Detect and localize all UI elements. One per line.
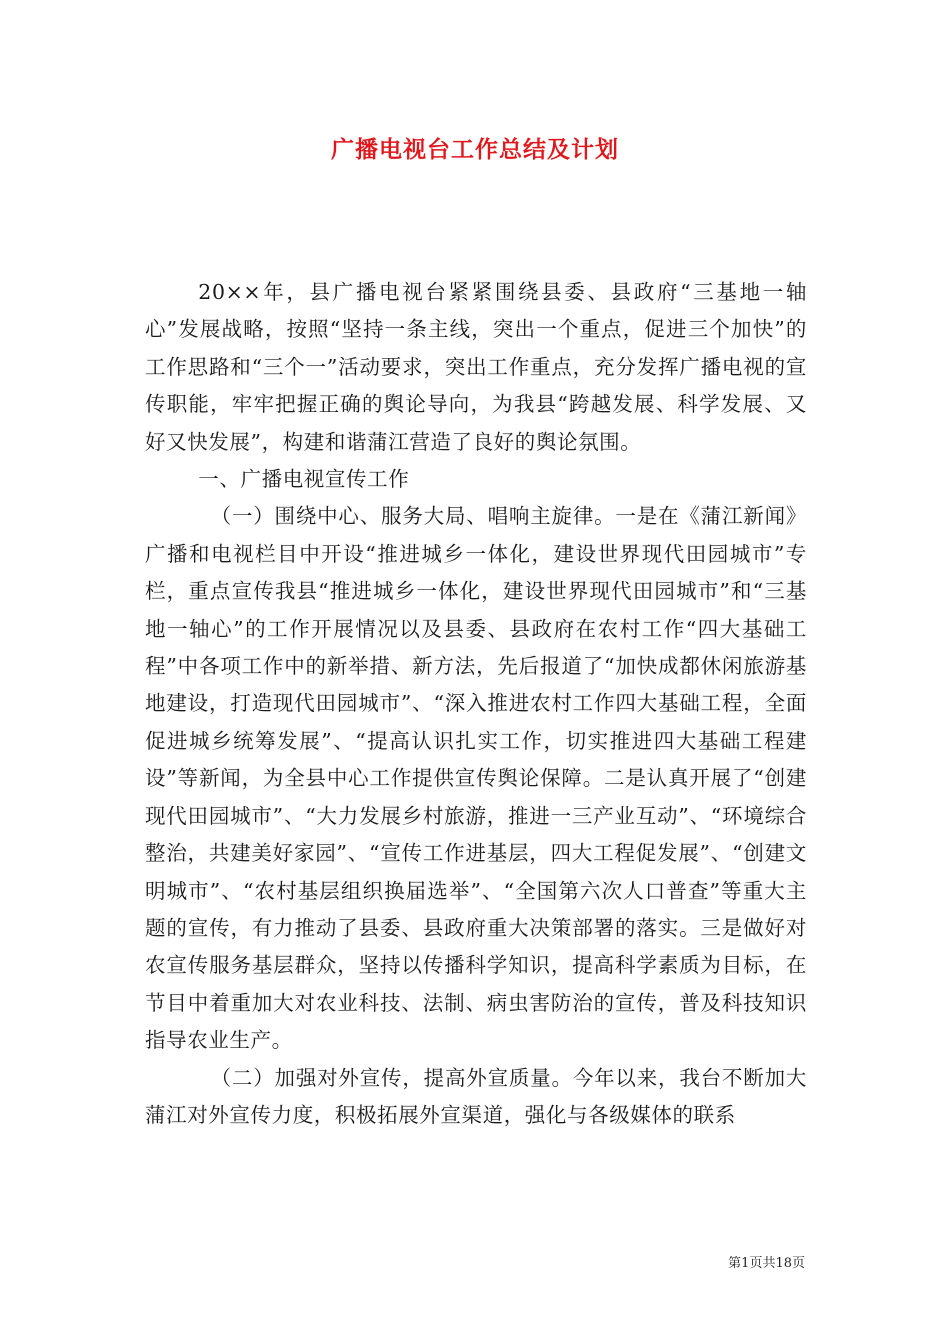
document-body xyxy=(145,274,807,1134)
paragraph-subsection-1: （一）围绕中心、服务大局、唱响主旋律。一是在《蒲江新闻》广播和电视栏目中开设“推进城乡一体化，建设世界现代田园城市”专栏，重点宣传我县“推进城乡一体化，建设世界现代田园城市”和“三基地一轴心”的工作开展情况以及县委、县政府在农村工作“四大基础工程”中各项工作中的新举措、新方法，先后报道了“加快成都休闲旅游基地建设，打造现代田园城市”、“深入推进农村工作四大基础工程，全面促进城乡统筹发展”、“提高认识扎实工作，切实推进四大基础工程建设”等新闻，为全县中心工作提供宣传舆论保障。二是认真开展了“创建现代田园城市”、“大力发展乡村旅游，推进一三产业互动”、“环境综合整治，共建美好家园”、“宣传工作进基层，四大工程促发展”、“创建文明城市”、“农村基层组织换届选举”、“全国第六次人口普查”等重大主题的宣传，有力推动了县委、县政府重大决策部署的落实。三是做好对农宣传服务基层群众，坚持以传播科学知识，提高科学素质为目标，在节目中着重加大对农业科技、法制、病虫害防治的宣传，普及科技知识指导农业生产。 xyxy=(145,504,807,1053)
paragraph-subsection-2: （二）加强对外宣传，提高外宣质量。今年以来，我台不断加大蒲江对外宣传力度，积极拓展外宣渠道，强化与各级媒体的联系 xyxy=(145,1065,807,1127)
paragraph-intro: 20××年，县广播电视台紧紧围绕县委、县政府“三基地一轴心”发展战略，按照“坚持一条主线，突出一个重点，促进三个加快”的工作思路和“三个一”活动要求，突出工作重点，充分发挥广播电视的宣传职能，牢牢把握正确的舆论导向，为我县“跨越发展、科学发展、又好又快发展”，构建和谐蒲江营造了良好的舆论氛围。 xyxy=(145,280,807,454)
page-number: 第1页共18页 xyxy=(728,1256,805,1271)
document-title: 广播电视台工作总结及计划 xyxy=(331,136,619,163)
section-heading: 一、广播电视宣传工作 xyxy=(198,467,410,492)
